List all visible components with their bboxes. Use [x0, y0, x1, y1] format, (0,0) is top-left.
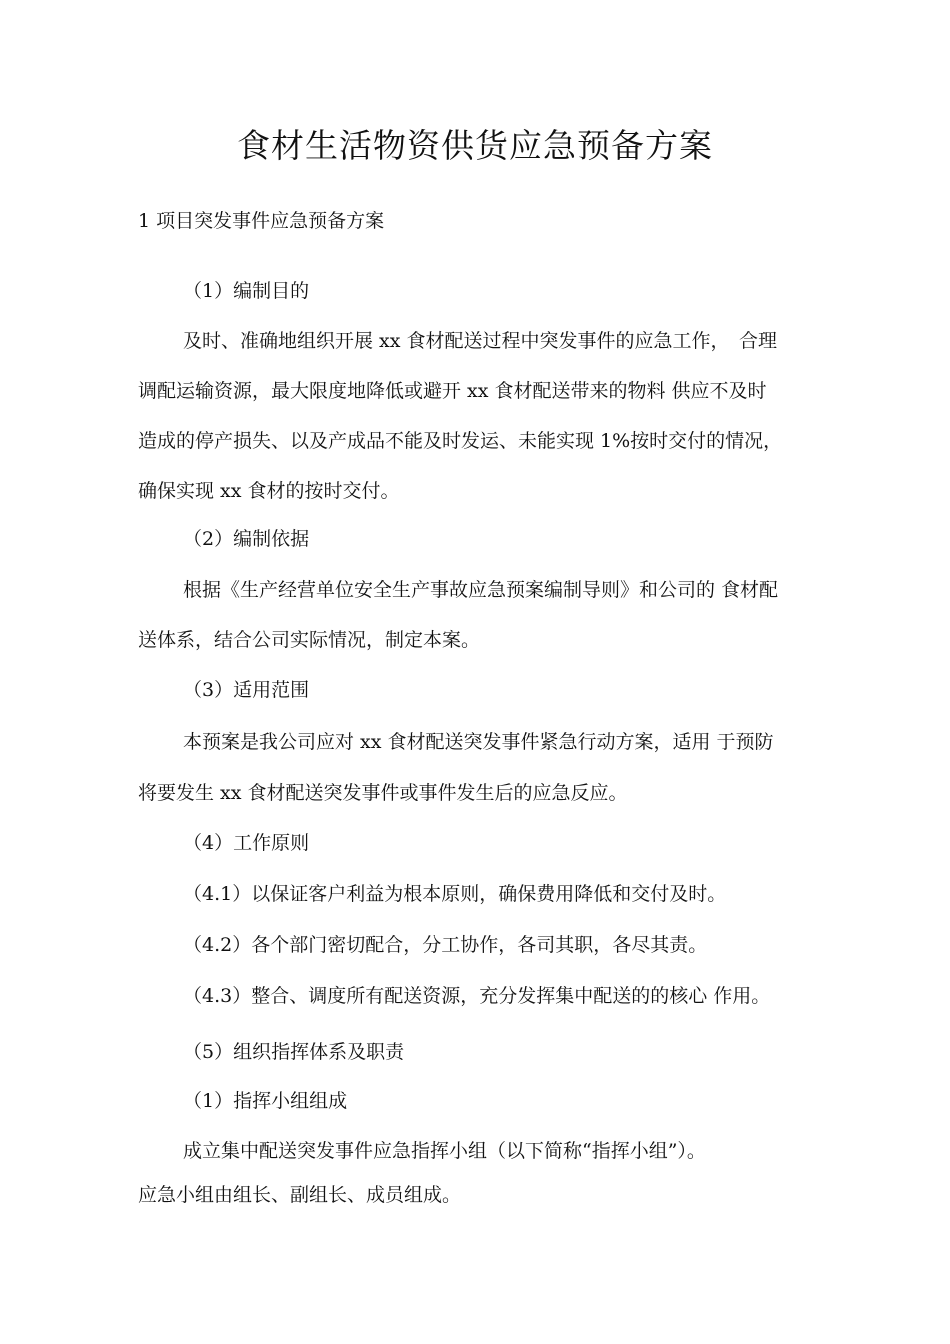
principle-item-2: （4.2）各个部门密切配合，分工协作，各司其职，各尽其责。	[183, 934, 708, 956]
purpose-paragraph-line-2: 调配运输资源，最大限度地降低或避开 xx 食材配送带来的物料 供应不及时	[138, 380, 767, 402]
section-heading: 1 项目突发事件应急预备方案	[138, 210, 385, 232]
command-group-heading: （1）指挥小组组成	[183, 1090, 348, 1112]
basis-paragraph-line-1: 根据《生产经营单位安全生产事故应急预案编制导则》和公司的 食材配	[183, 579, 779, 601]
principle-item-1: （4.1）以保证客户利益为根本原则，确保费用降低和交付及时。	[183, 883, 727, 905]
purpose-paragraph-line-3: 造成的停产损失、以及产成品不能及时发运、未能实现 1%按时交付的情况，	[138, 430, 783, 452]
purpose-paragraph-line-1: 及时、准确地组织开展 xx 食材配送过程中突发事件的应急工作， 合理	[183, 330, 778, 352]
basis-heading: （2）编制依据	[183, 528, 310, 550]
principles-heading: （4）工作原则	[183, 832, 310, 854]
document-title: 食材生活物资供货应急预备方案	[237, 126, 713, 165]
basis-paragraph-line-2: 送体系，结合公司实际情况，制定本案。	[138, 629, 481, 651]
purpose-heading: （1）编制目的	[183, 280, 310, 302]
command-group-paragraph-line-1: 成立集中配送突发事件应急指挥小组（以下简称“指挥小组”）。	[183, 1140, 706, 1162]
command-group-paragraph-line-2: 应急小组由组长、副组长、成员组成。	[138, 1184, 462, 1206]
organization-heading: （5）组织指挥体系及职责	[183, 1041, 405, 1063]
scope-paragraph-line-1: 本预案是我公司应对 xx 食材配送突发事件紧急行动方案，适用 于预防	[183, 731, 774, 753]
scope-heading: （3）适用范围	[183, 679, 310, 701]
purpose-paragraph-line-4: 确保实现 xx 食材的按时交付。	[138, 480, 400, 502]
principle-item-3: （4.3）整合、调度所有配送资源，充分发挥集中配送的的核心 作用。	[183, 985, 771, 1007]
scope-paragraph-line-2: 将要发生 xx 食材配送突发事件或事件发生后的应急反应。	[138, 782, 628, 804]
